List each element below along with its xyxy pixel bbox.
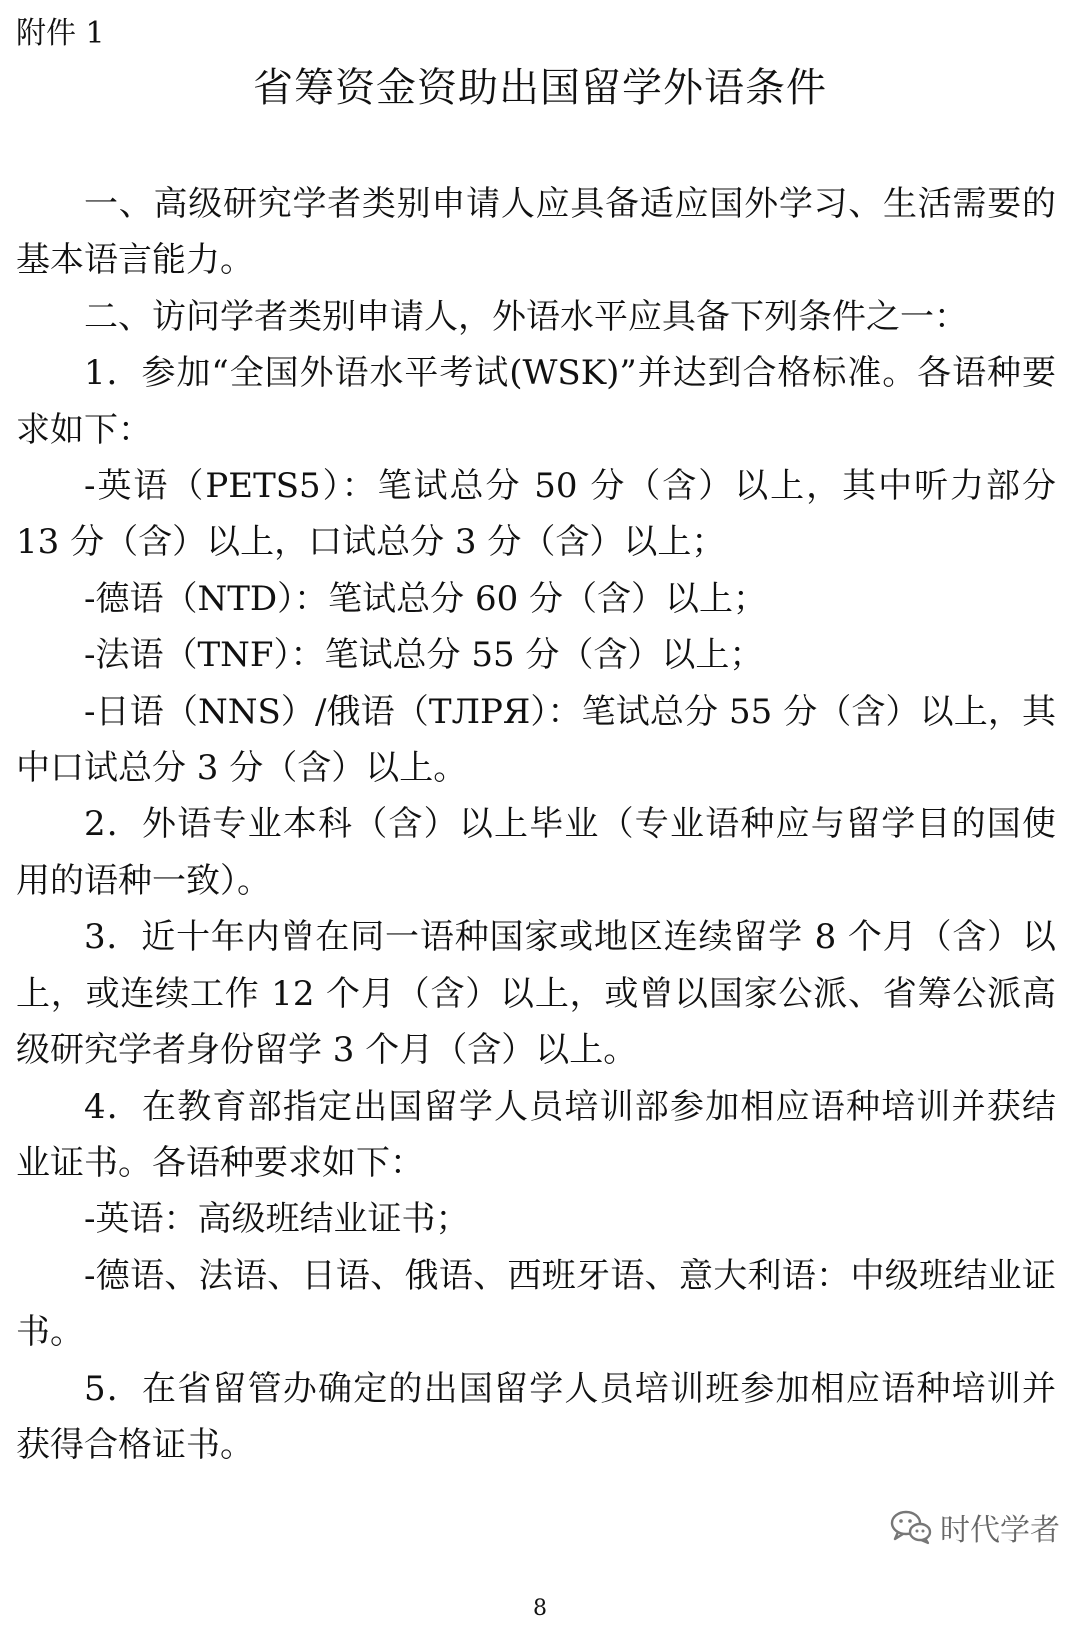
watermark xyxy=(890,1504,1060,1550)
requirement-english-advanced: -英语：高级班结业证书； xyxy=(84,1199,470,1240)
paragraph-senior-scholar: 一、高级研究学者类别申请人应具备适应国外学习、生活需要的基本语言能力。 xyxy=(16,184,1056,281)
document-body xyxy=(16,176,1056,1473)
watermark-text: 时代学者 xyxy=(940,1513,1060,1548)
requirement-french-tnf: -法语（TNF）：笔试总分 55 分（含）以上； xyxy=(84,635,764,676)
wechat-icon xyxy=(890,1509,932,1545)
requirement-english-pets5: -英语（PETS5）：笔试总分 50 分（含）以上，其中听力部分 13 分（含）以上，口试总分 3 分（含）以上； xyxy=(16,466,1056,563)
condition-training-department: 4．在教育部指定出国留学人员培训部参加相应语种培训并获结业证书。各语种要求如下： xyxy=(16,1086,1056,1183)
requirement-german-ntd: -德语（NTD）：笔试总分 60 分（含）以上； xyxy=(84,578,768,619)
requirement-other-languages-intermediate: -德语、法语、日语、俄语、西班牙语、意大利语：中级班结业证书。 xyxy=(16,1255,1056,1353)
document-title: 省筹资金资助出国留学外语条件 xyxy=(253,65,827,111)
attachment-label: 附件 1 xyxy=(16,16,105,51)
page-number: 8 xyxy=(533,1596,547,1621)
condition-language-major: 2．外语专业本科（含）以上毕业（专业语种应与留学目的国使用的语种一致）。 xyxy=(16,804,1056,901)
condition-provincial-training: 5．在省留管办确定的出国留学人员培训班参加相应语种培训并获得合格证书。 xyxy=(16,1368,1056,1465)
condition-study-abroad: 3．近十年内曾在同一语种国家或地区连续留学 8 个月（含）以上，或连续工作 12 个月（含）以上，或曾以国家公派、省筹公派高级研究学者身份留学 3 个月（含）以上。 xyxy=(16,917,1056,1071)
requirement-japanese-russian: -日语（NNS）/俄语（ТЛРЯ）：笔试总分 55 分（含）以上，其中口试总分 3 分（含）以上。 xyxy=(16,691,1056,789)
paragraph-visiting-scholar: 二、访问学者类别申请人，外语水平应具备下列条件之一： xyxy=(84,296,968,337)
condition-wsk: 1．参加“全国外语水平考试(WSK)”并达到合格标准。各语种要求如下： xyxy=(16,353,1056,450)
